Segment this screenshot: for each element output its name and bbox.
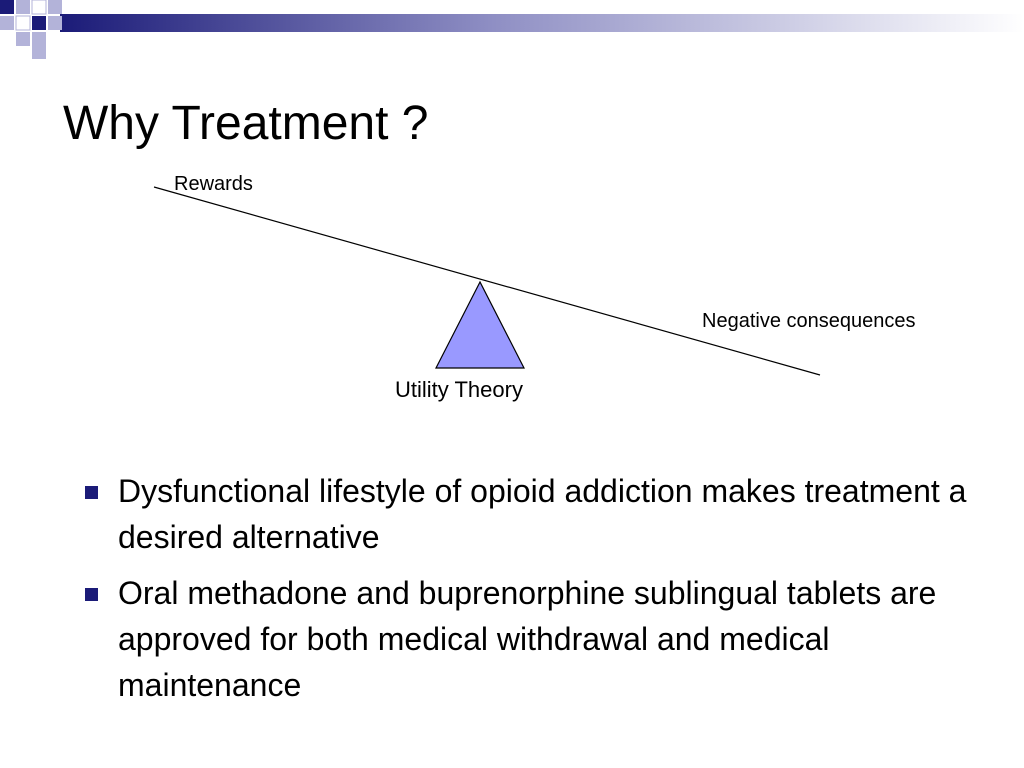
triangle-fulcrum-icon [436, 282, 524, 368]
bullet-list [80, 468, 1000, 718]
list-item [80, 570, 1000, 708]
utility-theory-label: Utility Theory [395, 377, 523, 402]
list-item [80, 468, 1000, 560]
square-bullet-icon [85, 588, 98, 601]
rewards-label: Rewards [174, 173, 253, 195]
negative-consequences-label: Negative consequences [702, 310, 916, 332]
slide-title: Why Treatment ? [63, 97, 429, 150]
square-bullet-icon [85, 486, 98, 499]
bullet-text: Dysfunctional lifestyle of opioid addiction makes treatment a desired alternative [118, 473, 967, 555]
bullet-text: Oral methadone and buprenorphine sublingual tablets are approved for both medical withdrawal and medical maintenance [118, 575, 937, 703]
